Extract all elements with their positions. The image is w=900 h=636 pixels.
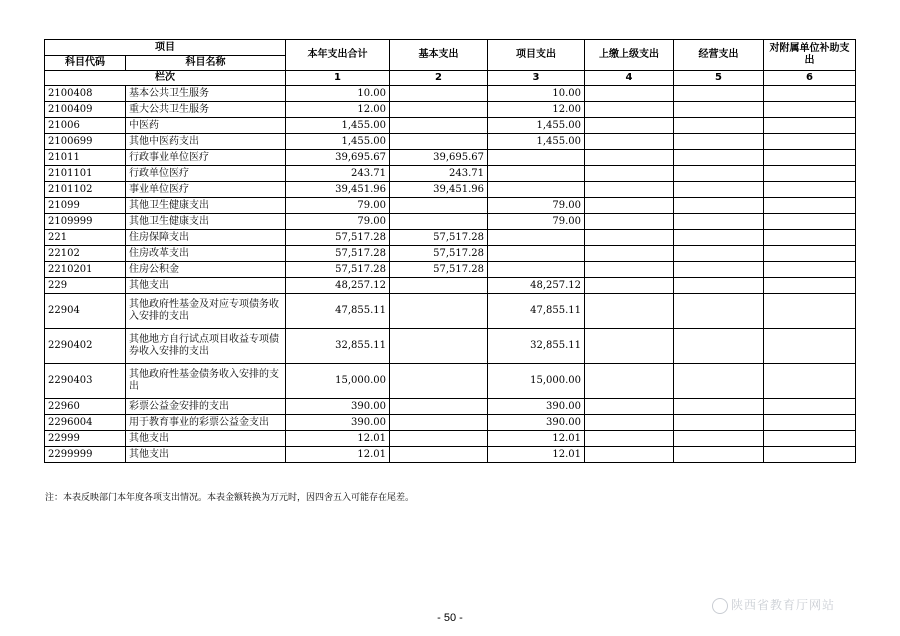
row-name: 行政事业单位医疗 bbox=[126, 150, 286, 166]
row-subsidy bbox=[764, 198, 856, 214]
row-business bbox=[674, 86, 764, 102]
row-code: 22960 bbox=[45, 399, 126, 415]
row-basic bbox=[390, 102, 488, 118]
row-upper bbox=[585, 134, 674, 150]
row-project: 390.00 bbox=[488, 415, 585, 431]
row-name: 住房改革支出 bbox=[126, 246, 286, 262]
row-project: 390.00 bbox=[488, 399, 585, 415]
row-total: 39,451.96 bbox=[286, 182, 390, 198]
table-row bbox=[45, 364, 856, 399]
row-name: 彩票公益金安排的支出 bbox=[126, 399, 286, 415]
row-project: 15,000.00 bbox=[488, 364, 585, 399]
row-name: 其他支出 bbox=[126, 431, 286, 447]
row-project: 1,455.00 bbox=[488, 118, 585, 134]
row-project bbox=[488, 150, 585, 166]
row-business bbox=[674, 447, 764, 463]
table-row bbox=[45, 182, 856, 198]
row-name: 其他支出 bbox=[126, 278, 286, 294]
table-row bbox=[45, 86, 856, 102]
row-basic bbox=[390, 399, 488, 415]
row-basic bbox=[390, 134, 488, 150]
row-name: 其他卫生健康支出 bbox=[126, 214, 286, 230]
row-subsidy bbox=[764, 431, 856, 447]
row-total: 12.00 bbox=[286, 102, 390, 118]
row-name: 重大公共卫生服务 bbox=[126, 102, 286, 118]
row-business bbox=[674, 118, 764, 134]
row-total: 1,455.00 bbox=[286, 134, 390, 150]
row-subsidy bbox=[764, 294, 856, 329]
row-code: 2210201 bbox=[45, 262, 126, 278]
row-project: 1,455.00 bbox=[488, 134, 585, 150]
header-idx-5: 5 bbox=[674, 71, 764, 86]
row-basic bbox=[390, 118, 488, 134]
row-total: 1,455.00 bbox=[286, 118, 390, 134]
row-project bbox=[488, 230, 585, 246]
row-basic: 57,517.28 bbox=[390, 246, 488, 262]
row-project bbox=[488, 166, 585, 182]
row-project bbox=[488, 182, 585, 198]
row-business bbox=[674, 182, 764, 198]
table-row bbox=[45, 246, 856, 262]
row-subsidy bbox=[764, 214, 856, 230]
row-project: 79.00 bbox=[488, 198, 585, 214]
row-subsidy bbox=[764, 134, 856, 150]
row-subsidy bbox=[764, 86, 856, 102]
table-row bbox=[45, 214, 856, 230]
row-code: 21006 bbox=[45, 118, 126, 134]
row-subsidy bbox=[764, 102, 856, 118]
row-total: 48,257.12 bbox=[286, 278, 390, 294]
header-name: 科目名称 bbox=[126, 56, 286, 71]
watermark-text: 陕西省教育厅网站 bbox=[731, 598, 836, 612]
table-row bbox=[45, 150, 856, 166]
row-upper bbox=[585, 399, 674, 415]
row-code: 2101101 bbox=[45, 166, 126, 182]
row-code: 2290402 bbox=[45, 329, 126, 364]
row-basic bbox=[390, 447, 488, 463]
row-basic bbox=[390, 214, 488, 230]
table-body bbox=[45, 86, 856, 463]
row-project: 12.01 bbox=[488, 447, 585, 463]
header-basic: 基本支出 bbox=[390, 40, 488, 71]
row-business bbox=[674, 294, 764, 329]
row-subsidy bbox=[764, 278, 856, 294]
row-subsidy bbox=[764, 182, 856, 198]
row-basic bbox=[390, 86, 488, 102]
header-project: 项目支出 bbox=[488, 40, 585, 71]
row-basic bbox=[390, 294, 488, 329]
row-subsidy bbox=[764, 447, 856, 463]
row-business bbox=[674, 150, 764, 166]
row-project bbox=[488, 262, 585, 278]
row-business bbox=[674, 364, 764, 399]
row-project: 79.00 bbox=[488, 214, 585, 230]
row-subsidy bbox=[764, 230, 856, 246]
table-row bbox=[45, 198, 856, 214]
header-item: 项目 bbox=[45, 40, 286, 56]
row-basic: 243.71 bbox=[390, 166, 488, 182]
row-subsidy bbox=[764, 246, 856, 262]
row-code: 2290403 bbox=[45, 364, 126, 399]
watermark-logo-icon bbox=[712, 598, 728, 614]
row-subsidy bbox=[764, 364, 856, 399]
row-subsidy bbox=[764, 329, 856, 364]
table-row bbox=[45, 166, 856, 182]
row-upper bbox=[585, 102, 674, 118]
row-total: 79.00 bbox=[286, 214, 390, 230]
row-total: 390.00 bbox=[286, 399, 390, 415]
header-business: 经营支出 bbox=[674, 40, 764, 71]
row-upper bbox=[585, 294, 674, 329]
page-number: - 50 - bbox=[437, 612, 463, 624]
row-business bbox=[674, 166, 764, 182]
row-upper bbox=[585, 364, 674, 399]
row-business bbox=[674, 431, 764, 447]
row-name: 中医药 bbox=[126, 118, 286, 134]
row-business bbox=[674, 246, 764, 262]
row-name: 用于教育事业的彩票公益金支出 bbox=[126, 415, 286, 431]
row-business bbox=[674, 214, 764, 230]
row-upper bbox=[585, 447, 674, 463]
row-business bbox=[674, 399, 764, 415]
row-code: 21011 bbox=[45, 150, 126, 166]
table-row bbox=[45, 431, 856, 447]
header-idx-2: 2 bbox=[390, 71, 488, 86]
row-total: 32,855.11 bbox=[286, 329, 390, 364]
row-code: 229 bbox=[45, 278, 126, 294]
row-subsidy bbox=[764, 118, 856, 134]
table-row bbox=[45, 294, 856, 329]
row-business bbox=[674, 329, 764, 364]
row-name: 其他卫生健康支出 bbox=[126, 198, 286, 214]
table-row bbox=[45, 262, 856, 278]
row-basic: 57,517.28 bbox=[390, 262, 488, 278]
row-upper bbox=[585, 246, 674, 262]
table-row bbox=[45, 134, 856, 150]
header-idx-4: 4 bbox=[585, 71, 674, 86]
row-upper bbox=[585, 86, 674, 102]
row-upper bbox=[585, 118, 674, 134]
row-subsidy bbox=[764, 262, 856, 278]
header-total: 本年支出合计 bbox=[286, 40, 390, 71]
row-total: 57,517.28 bbox=[286, 246, 390, 262]
row-upper bbox=[585, 230, 674, 246]
row-business bbox=[674, 198, 764, 214]
row-code: 2100409 bbox=[45, 102, 126, 118]
row-upper bbox=[585, 182, 674, 198]
table-row bbox=[45, 415, 856, 431]
row-upper bbox=[585, 329, 674, 364]
row-basic bbox=[390, 415, 488, 431]
row-basic bbox=[390, 431, 488, 447]
row-upper bbox=[585, 198, 674, 214]
row-name: 住房保障支出 bbox=[126, 230, 286, 246]
row-code: 2100408 bbox=[45, 86, 126, 102]
row-project: 12.01 bbox=[488, 431, 585, 447]
header-idx-3: 3 bbox=[488, 71, 585, 86]
row-basic: 39,451.96 bbox=[390, 182, 488, 198]
row-name: 其他政府性基金及对应专项债务收入安排的支出 bbox=[126, 294, 286, 329]
row-basic: 57,517.28 bbox=[390, 230, 488, 246]
row-business bbox=[674, 230, 764, 246]
row-total: 57,517.28 bbox=[286, 262, 390, 278]
row-code: 22102 bbox=[45, 246, 126, 262]
row-code: 221 bbox=[45, 230, 126, 246]
row-basic bbox=[390, 364, 488, 399]
row-project bbox=[488, 246, 585, 262]
row-business bbox=[674, 278, 764, 294]
header-idx-1: 1 bbox=[286, 71, 390, 86]
row-name: 行政单位医疗 bbox=[126, 166, 286, 182]
row-project: 12.00 bbox=[488, 102, 585, 118]
row-name: 事业单位医疗 bbox=[126, 182, 286, 198]
row-name: 其他地方自行试点项目收益专项债券收入安排的支出 bbox=[126, 329, 286, 364]
row-total: 390.00 bbox=[286, 415, 390, 431]
table-note: 注：本表反映部门本年度各项支出情况。本表金额转换为万元时，因四舍五入可能存在尾差。 bbox=[45, 493, 415, 503]
row-business bbox=[674, 262, 764, 278]
row-project: 32,855.11 bbox=[488, 329, 585, 364]
row-upper bbox=[585, 262, 674, 278]
row-code: 22999 bbox=[45, 431, 126, 447]
row-code: 2109999 bbox=[45, 214, 126, 230]
row-code: 2100699 bbox=[45, 134, 126, 150]
row-project: 48,257.12 bbox=[488, 278, 585, 294]
row-business bbox=[674, 415, 764, 431]
watermark bbox=[712, 596, 835, 614]
row-project: 10.00 bbox=[488, 86, 585, 102]
header-col-index: 栏次 bbox=[45, 71, 286, 86]
row-total: 79.00 bbox=[286, 198, 390, 214]
expenditure-table bbox=[44, 39, 856, 463]
row-upper bbox=[585, 278, 674, 294]
table-row bbox=[45, 399, 856, 415]
row-total: 47,855.11 bbox=[286, 294, 390, 329]
row-name: 住房公积金 bbox=[126, 262, 286, 278]
row-upper bbox=[585, 415, 674, 431]
row-code: 2296004 bbox=[45, 415, 126, 431]
row-upper bbox=[585, 214, 674, 230]
row-subsidy bbox=[764, 150, 856, 166]
row-total: 10.00 bbox=[286, 86, 390, 102]
table-row bbox=[45, 230, 856, 246]
table-row bbox=[45, 102, 856, 118]
row-basic bbox=[390, 198, 488, 214]
row-name: 其他中医药支出 bbox=[126, 134, 286, 150]
row-basic bbox=[390, 278, 488, 294]
row-subsidy bbox=[764, 166, 856, 182]
header-code: 科目代码 bbox=[45, 56, 126, 71]
row-subsidy bbox=[764, 415, 856, 431]
row-subsidy bbox=[764, 399, 856, 415]
row-name: 其他政府性基金债务收入安排的支出 bbox=[126, 364, 286, 399]
row-total: 12.01 bbox=[286, 447, 390, 463]
row-name: 其他支出 bbox=[126, 447, 286, 463]
row-total: 39,695.67 bbox=[286, 150, 390, 166]
row-basic: 39,695.67 bbox=[390, 150, 488, 166]
row-upper bbox=[585, 166, 674, 182]
row-total: 243.71 bbox=[286, 166, 390, 182]
table-row bbox=[45, 329, 856, 364]
row-code: 22904 bbox=[45, 294, 126, 329]
row-code: 2299999 bbox=[45, 447, 126, 463]
row-project: 47,855.11 bbox=[488, 294, 585, 329]
table-row bbox=[45, 278, 856, 294]
row-business bbox=[674, 134, 764, 150]
header-upper: 上缴上级支出 bbox=[585, 40, 674, 71]
row-basic bbox=[390, 329, 488, 364]
table-row bbox=[45, 447, 856, 463]
row-code: 21099 bbox=[45, 198, 126, 214]
row-business bbox=[674, 102, 764, 118]
row-name: 基本公共卫生服务 bbox=[126, 86, 286, 102]
row-code: 2101102 bbox=[45, 182, 126, 198]
row-total: 57,517.28 bbox=[286, 230, 390, 246]
header-idx-6: 6 bbox=[764, 71, 856, 86]
row-total: 15,000.00 bbox=[286, 364, 390, 399]
table-row bbox=[45, 118, 856, 134]
header-subsidy: 对附属单位补助支出 bbox=[764, 40, 856, 71]
row-upper bbox=[585, 150, 674, 166]
row-upper bbox=[585, 431, 674, 447]
row-total: 12.01 bbox=[286, 431, 390, 447]
